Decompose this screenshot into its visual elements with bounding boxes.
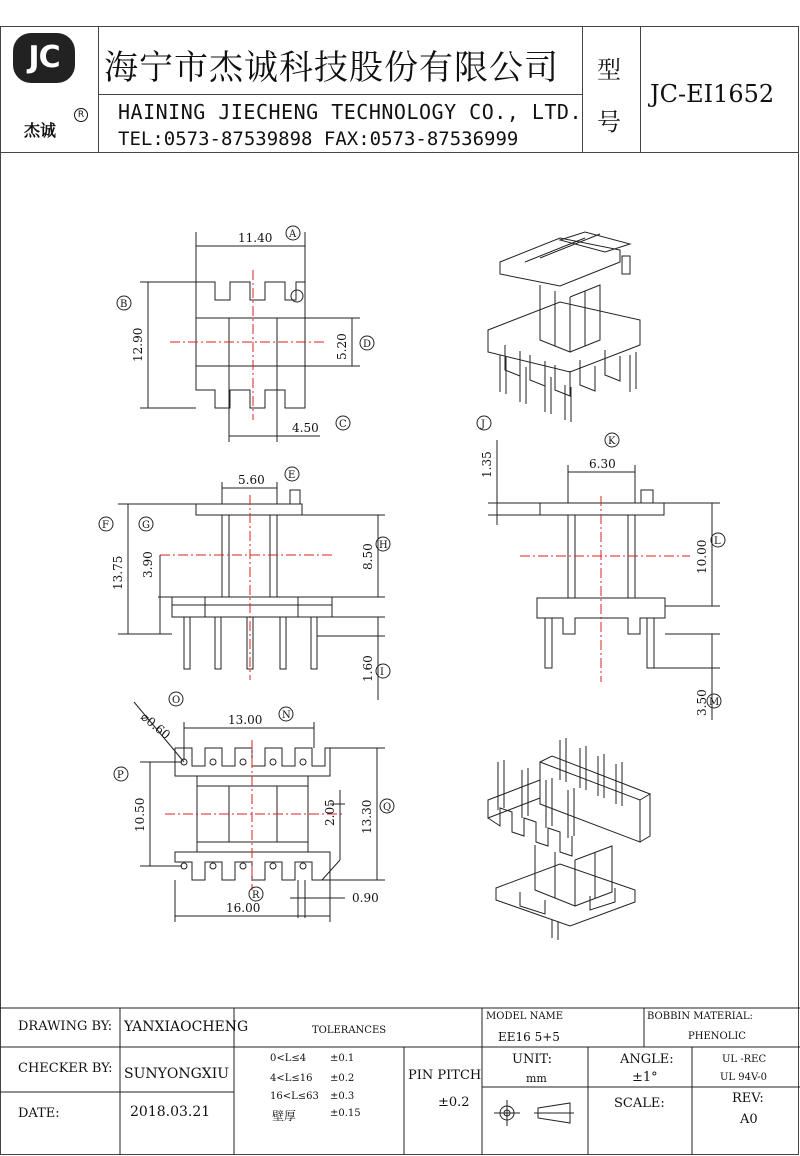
tol-1-value: ±0.1 [330, 1053, 355, 1064]
svg-text:A: A [289, 229, 297, 240]
company-name-cn: 海宁市杰诚科技股份有限公司 [104, 48, 559, 88]
svg-text:D: D [363, 339, 372, 350]
dim-A-value: 11.40 [238, 231, 273, 245]
svg-text:K: K [608, 436, 616, 447]
svg-text:Q: Q [383, 802, 392, 813]
callout-H [376, 537, 390, 551]
iso-view-lower [488, 738, 650, 940]
svg-text:R: R [252, 890, 260, 901]
checker-by-value: SUNYONGXIU [124, 1066, 230, 1082]
dim-C-value: 4.50 [292, 421, 319, 435]
dim-S-value: 0.90 [352, 891, 379, 905]
company-name-en: HAINING JIECHENG TECHNOLOGY CO., LTD. [118, 100, 583, 124]
date-value: 2018.03.21 [130, 1104, 211, 1120]
title-block-lines [0, 1008, 800, 1155]
dim-I-value: 1.60 [361, 655, 375, 682]
registered-mark-icon: R [74, 108, 88, 122]
dim-T-value: 2.05 [323, 799, 337, 826]
model-name-label: MODEL NAME [486, 1011, 564, 1022]
ul-94v0: UL 94V-0 [720, 1072, 768, 1083]
tol-2-value: ±0.2 [330, 1073, 355, 1084]
svg-text:G: G [142, 520, 150, 531]
callout-R [249, 887, 263, 901]
ul-rec: UL -REC [722, 1054, 767, 1065]
iso-view-upper [488, 232, 640, 422]
date-label: DATE: [18, 1106, 60, 1121]
angle-value: ±1° [632, 1070, 658, 1085]
callout-Q [380, 799, 394, 813]
svg-text:B: B [120, 299, 128, 310]
callout-D [360, 336, 374, 350]
tol-3-value: ±0.3 [330, 1091, 355, 1102]
unit-value: mm [526, 1072, 547, 1085]
dim-E-value: 5.60 [238, 473, 265, 487]
tol-4-value: ±0.15 [330, 1108, 361, 1119]
model-name-value: EE16 5+5 [498, 1030, 560, 1044]
callout-C [336, 416, 350, 430]
callout-J [477, 416, 491, 430]
svg-text:C: C [339, 419, 347, 430]
pin1-marker [291, 290, 303, 302]
angle-label: ANGLE: [620, 1052, 674, 1067]
callout-B [117, 296, 131, 310]
dim-Q-value: 13.30 [360, 799, 374, 834]
dim-R-value: 16.00 [226, 901, 261, 915]
front-view [111, 473, 385, 700]
dim-O-value: ⌀0.60 [138, 709, 174, 743]
tolerances-label: TOLERANCES [312, 1025, 387, 1036]
tol-2-range: 4<L≤16 [270, 1073, 313, 1084]
svg-text:E: E [288, 470, 296, 481]
dim-L-value: 10.00 [695, 539, 709, 574]
callout-E [285, 467, 299, 481]
tol-1-range: 0<L≤4 [270, 1053, 307, 1064]
dim-B-value: 12.90 [131, 327, 145, 362]
model-code: JC-EI1652 [650, 80, 775, 108]
drawing-by-label: DRAWING BY: [18, 1019, 113, 1034]
callout-G [139, 517, 153, 531]
bottom-view [133, 702, 385, 922]
dim-P-value: 10.50 [133, 797, 147, 832]
svg-text:J: J [481, 419, 486, 430]
dim-M-value: 3.50 [695, 689, 709, 716]
svg-text:N: N [282, 710, 291, 721]
dim-J-value: 1.35 [480, 451, 494, 478]
top-view-outline [196, 282, 305, 408]
callout-L [711, 533, 725, 547]
pin-pitch-value: ±0.2 [438, 1095, 470, 1110]
material-value: PHENOLIC [688, 1031, 746, 1042]
rev-value: A0 [740, 1112, 758, 1127]
unit-label: UNIT: [512, 1052, 553, 1067]
checker-by-label: CHECKER BY: [18, 1061, 113, 1076]
svg-text:I: I [380, 667, 384, 678]
dim-D-value: 5.20 [335, 333, 349, 360]
drawing-by-value: YANXIAOCHENG [124, 1019, 249, 1035]
callout-N [279, 707, 293, 721]
model-label-2: 号 [597, 108, 621, 136]
logo-subtitle: 杰诚 [24, 121, 57, 140]
dim-H-value: 8.50 [361, 543, 375, 570]
logo-text: JC [28, 40, 60, 75]
model-label-1: 型 [597, 56, 621, 84]
callout-M [707, 694, 721, 708]
dim-N-value: 13.00 [228, 713, 263, 727]
callout-P [114, 767, 128, 781]
tol-3-range: 16<L≤63 [270, 1091, 319, 1102]
top-view [131, 231, 360, 442]
scale-label: SCALE: [614, 1096, 665, 1111]
company-contact: TEL:0573-87539898 FAX:0573-87536999 [118, 128, 519, 150]
dim-G-value: 3.90 [141, 551, 155, 578]
svg-text:L: L [714, 536, 721, 547]
front-pin1-post [290, 490, 300, 504]
front-top-flange [196, 504, 302, 515]
svg-text:M: M [709, 697, 720, 708]
callout-F [99, 517, 113, 531]
front-bottom-flange [172, 597, 332, 617]
svg-text:P: P [117, 770, 124, 781]
dim-F-value: 13.75 [111, 555, 125, 590]
callout-O [169, 692, 183, 706]
rev-label: REV: [732, 1091, 764, 1106]
svg-text:O: O [172, 695, 181, 706]
side-view [480, 440, 720, 720]
callout-markers [99, 226, 725, 901]
callout-K [605, 433, 619, 447]
svg-text:H: H [379, 540, 388, 551]
svg-text:F: F [102, 520, 109, 531]
tol-4-range: 壁厚 [272, 1109, 297, 1123]
dim-K-value: 6.30 [589, 457, 616, 471]
callout-A [286, 226, 300, 240]
pin-pitch-label: PIN PITCH [408, 1068, 482, 1083]
material-label: BOBBIN MATERIAL: [647, 1011, 753, 1022]
